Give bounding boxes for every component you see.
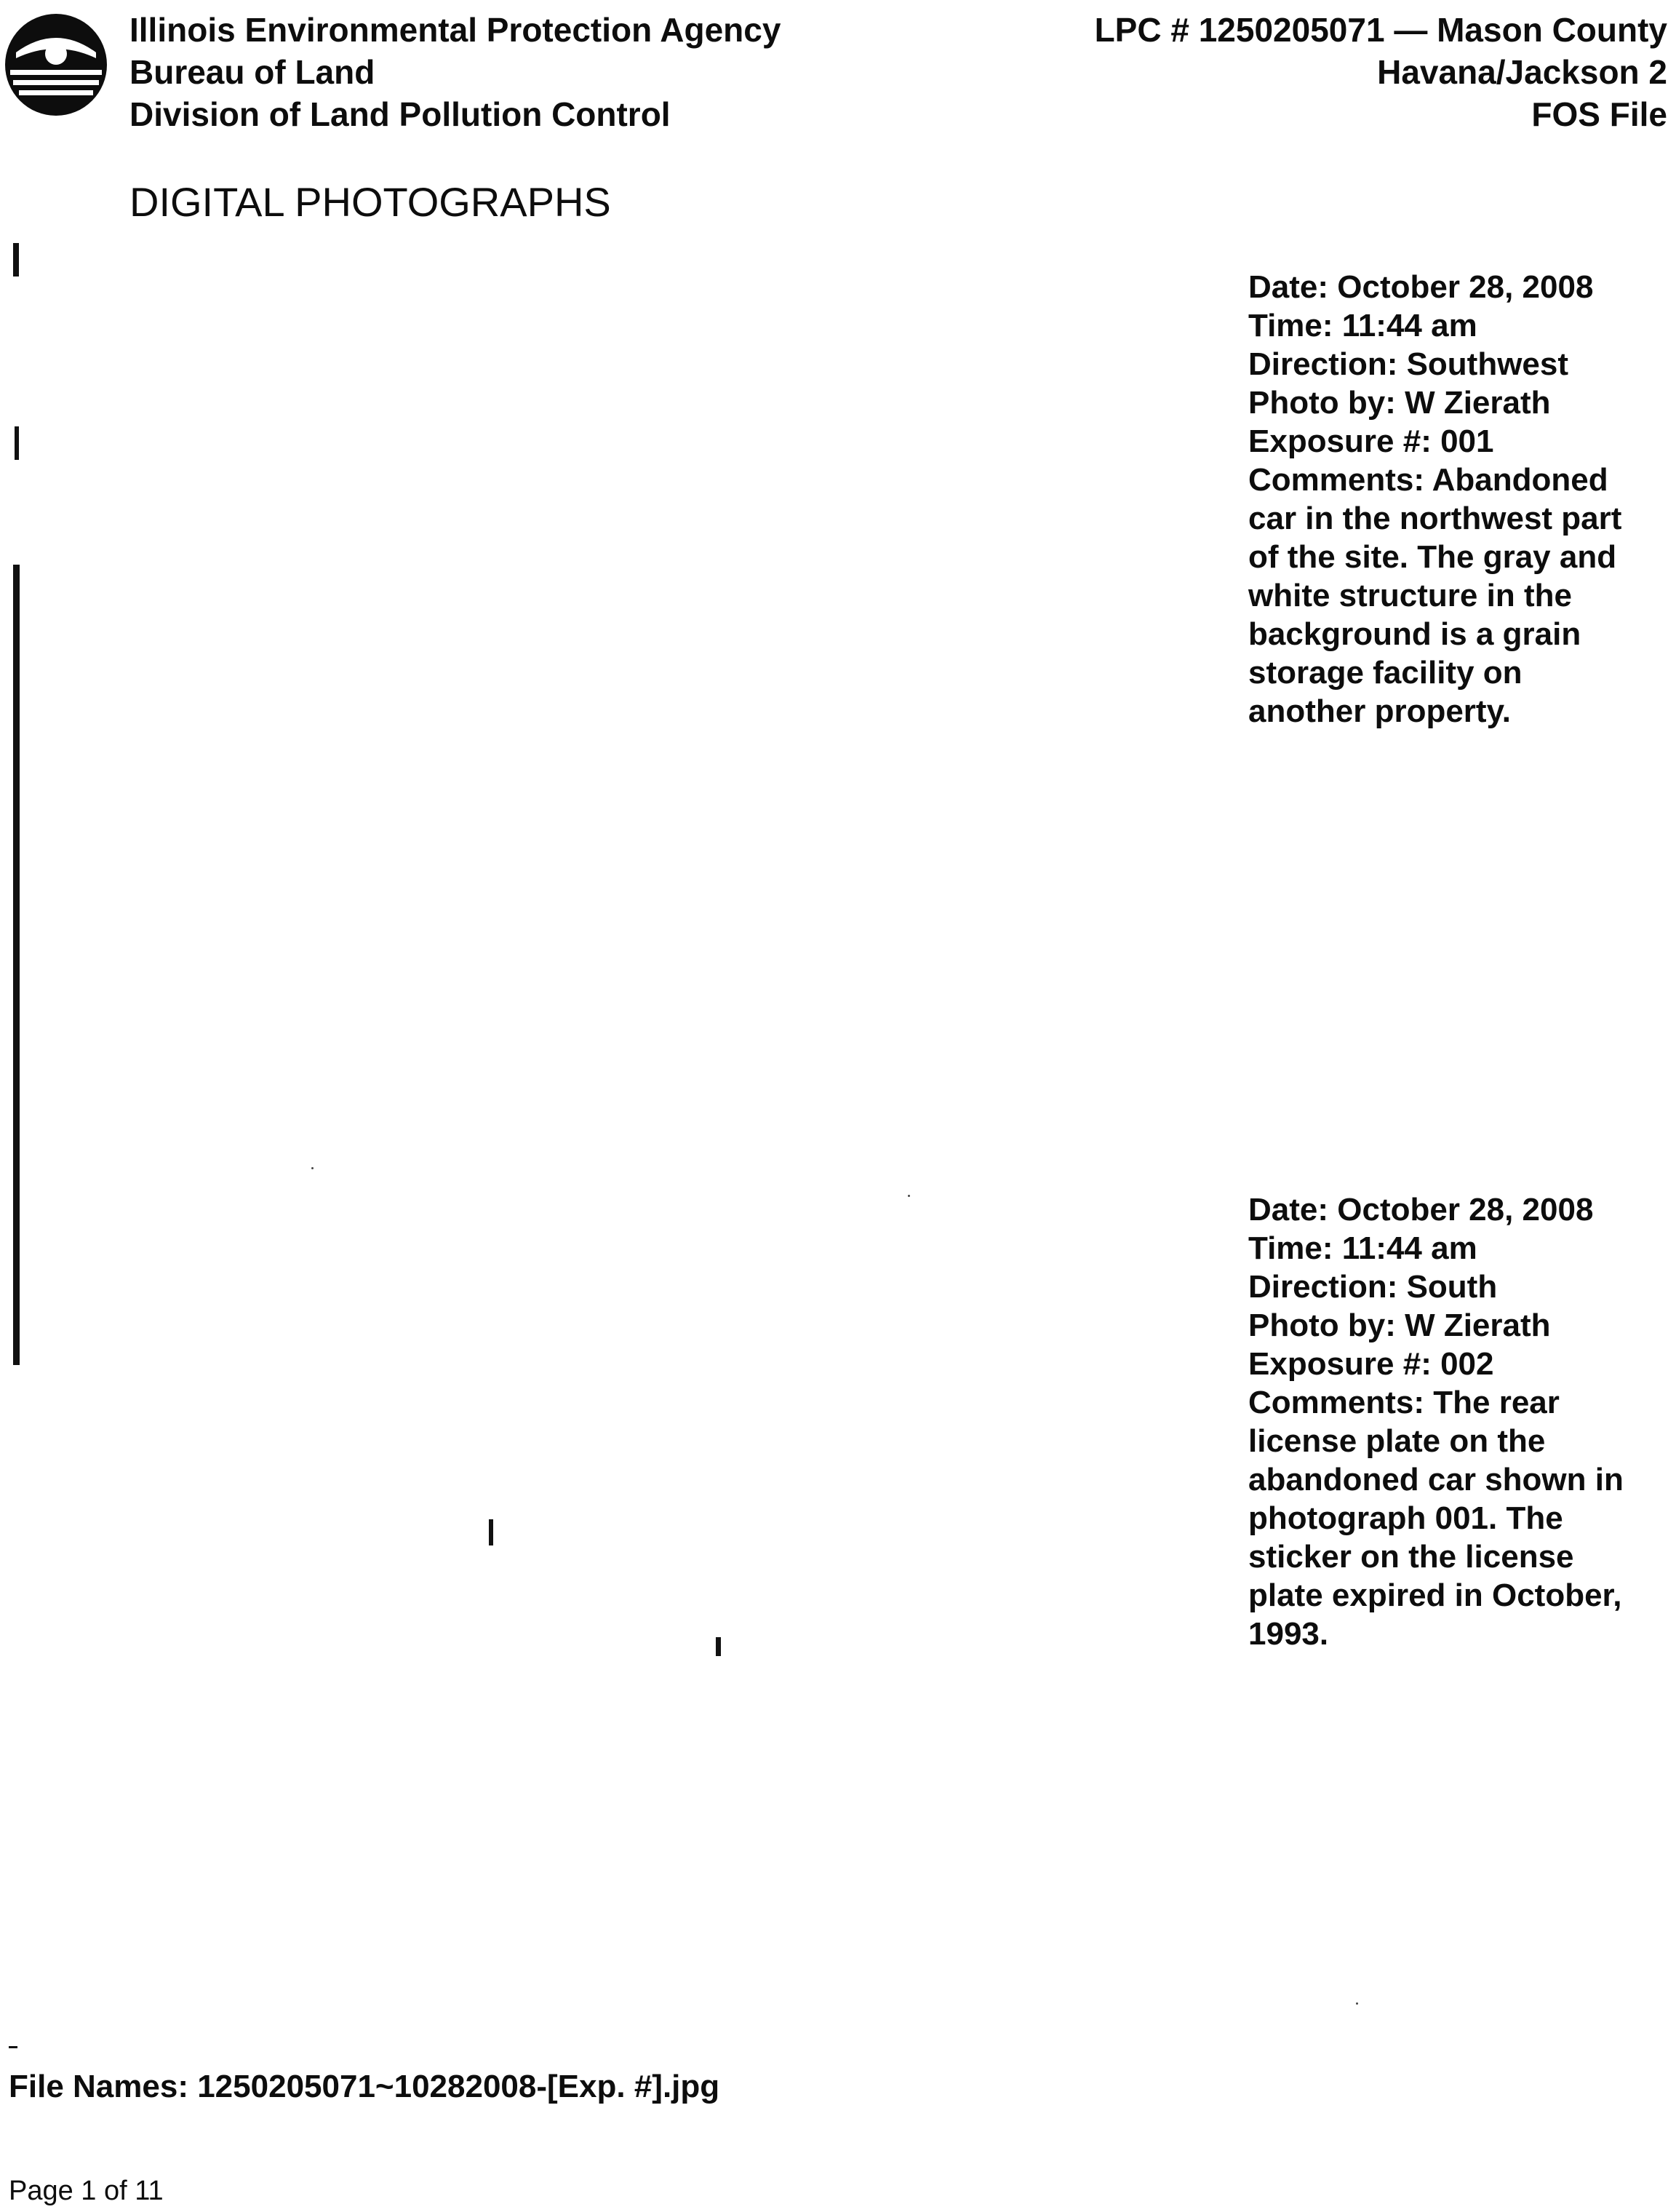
page-title: DIGITAL PHOTOGRAPHS: [129, 179, 611, 225]
photo-exposure: Exposure #: 002: [1248, 1346, 1494, 1382]
scan-artifact: [489, 1519, 493, 1545]
photo-photographer: Photo by: W Zierath: [1248, 385, 1551, 421]
photo-photographer: Photo by: W Zierath: [1248, 1308, 1551, 1343]
scan-artifact: [13, 243, 19, 276]
photograph-002: [7, 1157, 1200, 1972]
lpc-number: LPC # 1250205071 — Mason County: [1094, 11, 1667, 49]
file-names-note: File Names: 1250205071~10282008-[Exp. #].jpg: [9, 2069, 720, 2104]
scan-artifact: [716, 1637, 721, 1656]
bureau-name: Bureau of Land: [129, 53, 375, 91]
photo-exposure: Exposure #: 001: [1248, 423, 1494, 459]
photo-direction: Direction: South: [1248, 1269, 1498, 1305]
photo-date: Date: October 28, 2008: [1248, 1192, 1594, 1228]
scan-artifact: [15, 426, 19, 460]
scan-artifact: [1356, 2002, 1358, 2005]
photo-direction: Direction: Southwest: [1248, 346, 1569, 382]
photo-caption-001: [1248, 268, 1641, 731]
illinois-epa-logo-icon: [1, 10, 111, 119]
photo-date: Date: October 28, 2008: [1248, 269, 1594, 305]
agency-header: [129, 9, 781, 135]
agency-name: Illinois Environmental Protection Agency: [129, 11, 781, 49]
scan-artifact: [311, 1167, 314, 1169]
file-type: FOS File: [1531, 95, 1667, 133]
photo-comments: Comments: Abandoned car in the northwest part of the site. The gray and white structure in the background is a grain storage facility on another property.: [1248, 462, 1622, 729]
division-name: Division of Land Pollution Control: [129, 95, 671, 133]
photo-comments: Comments: The rear license plate on the abandoned car shown in photograph 001. The sticker on the license plate expired in October, 1993.: [1248, 1385, 1624, 1652]
page-number: Page 1 of 11: [9, 2176, 164, 2206]
site-name: Havana/Jackson 2: [1377, 53, 1667, 91]
scan-artifact: [908, 1195, 910, 1197]
photograph-001: [7, 233, 1200, 1142]
photo-caption-002: [1248, 1190, 1641, 1653]
photo-time: Time: 11:44 am: [1248, 1230, 1477, 1266]
photo-time: Time: 11:44 am: [1248, 308, 1477, 343]
site-header: [1095, 9, 1667, 135]
scan-artifact: [9, 2046, 17, 2048]
